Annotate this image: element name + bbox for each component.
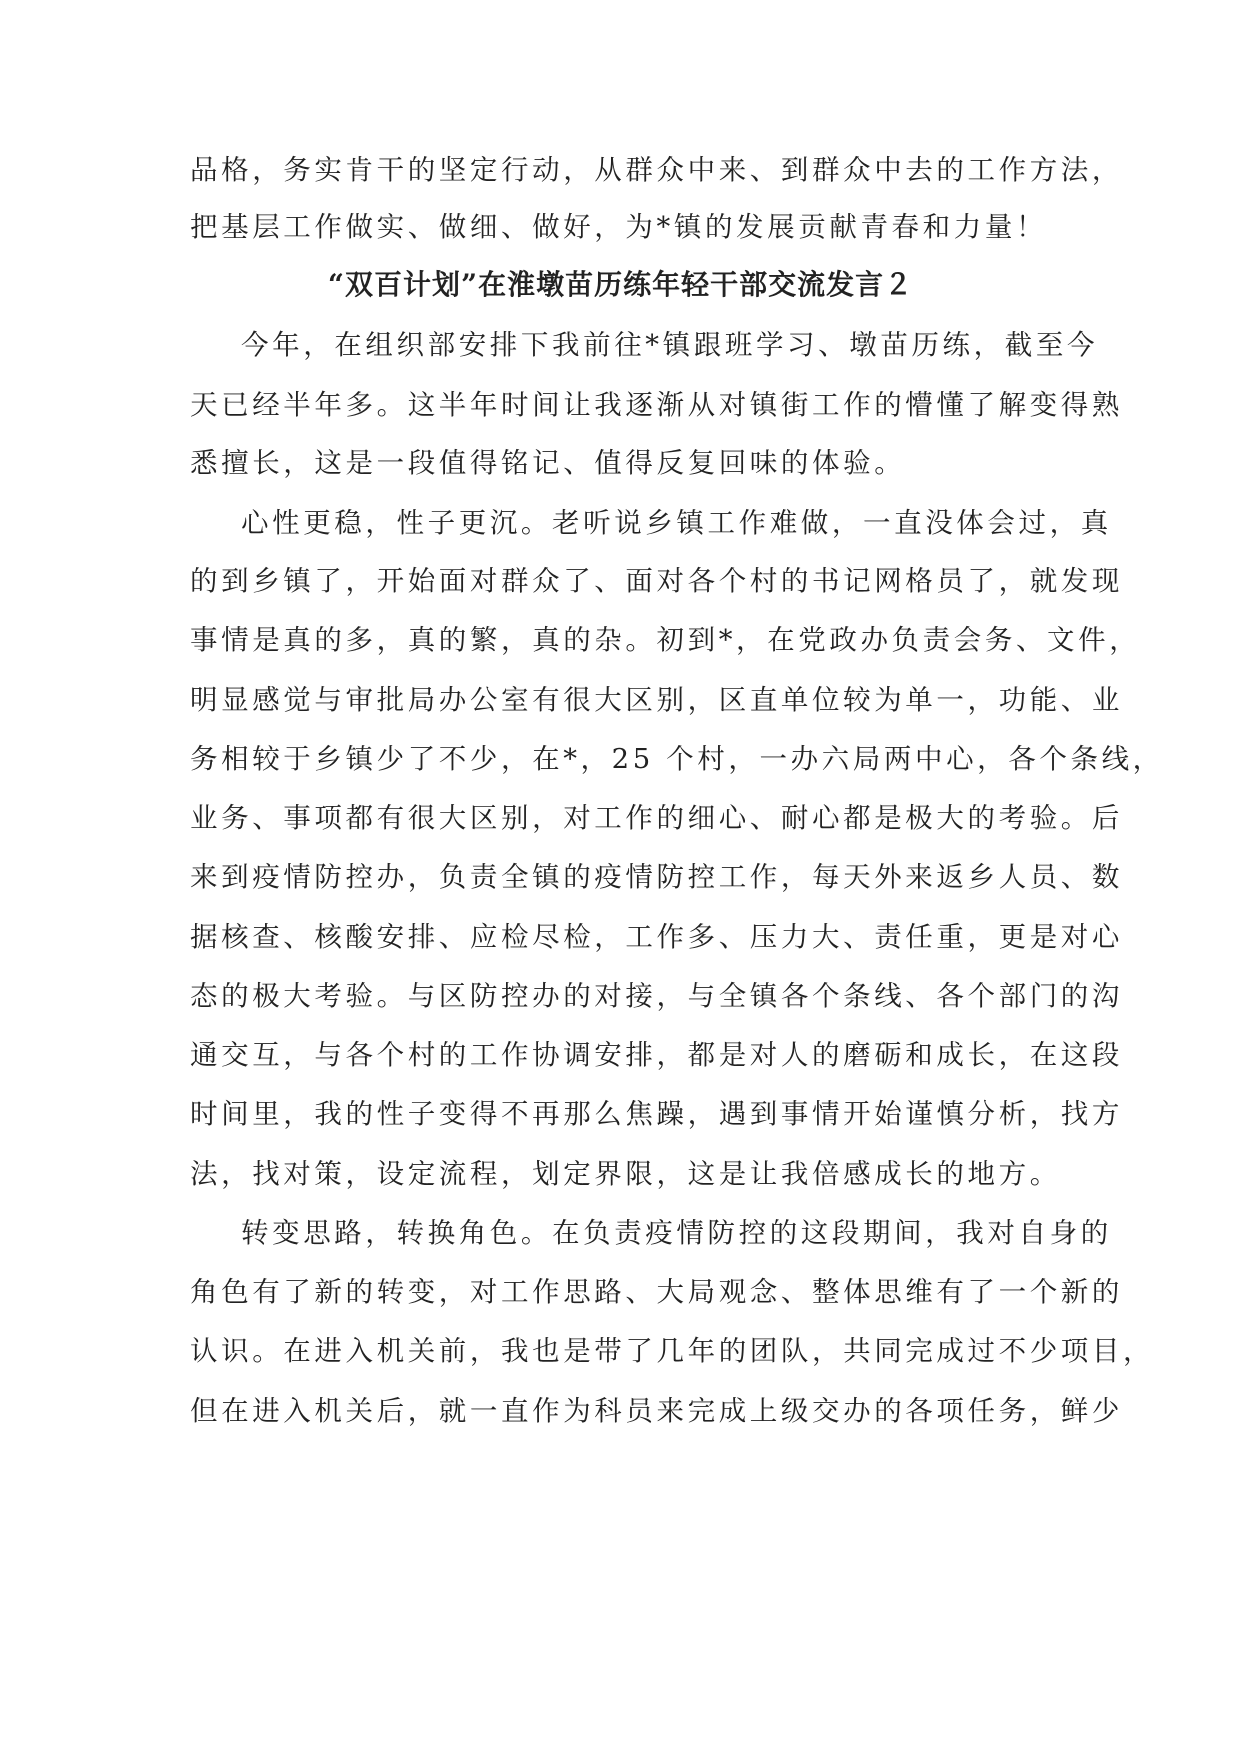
paragraph-first-line: 转变思路，转换角色。在负责疫情防控的这段期间，我对自身的 [241,1217,1112,1249]
body-line: 业务、事项都有很大区别，对工作的细心、耐心都是极大的考验。后 [190,802,1123,834]
body-line: 事情是真的多，真的繁，真的杂。初到*，在党政办负责会务、文件， [190,624,1141,656]
body-line: 悉擅长，这是一段值得铭记、值得反复回味的体验。 [190,447,906,479]
body-line: 时间里，我的性子变得不再那么焦躁，遇到事情开始谨慎分析，找方 [190,1098,1123,1130]
body-line: 务相较于乡镇少了不少，在*，25 个村，一办六局两中心，各个条线， [190,743,1164,775]
body-line: 但在进入机关后，就一直作为科员来完成上级交办的各项任务，鲜少 [190,1395,1123,1427]
paragraph-first-line: 今年，在组织部安排下我前往*镇跟班学习、墩苗历练，截至今 [241,329,1099,361]
body-line: 据核查、核酸安排、应检尽检，工作多、压力大、责任重，更是对心 [190,921,1123,953]
body-line: 品格，务实肯干的坚定行动，从群众中来、到群众中去的工作方法， [190,154,1123,186]
body-line: 来到疫情防控办，负责全镇的疫情防控工作，每天外来返乡人员、数 [190,861,1123,893]
body-line: 明显感觉与审批局办公室有很大区别，区直单位较为单一，功能、业 [190,684,1123,716]
body-line: 的到乡镇了，开始面对群众了、面对各个村的书记网格员了，就发现 [190,565,1123,597]
body-line: 把基层工作做实、做细、做好，为*镇的发展贡献青春和力量！ [190,211,1048,243]
body-line: 通交互，与各个村的工作协调安排，都是对人的磨砺和成长，在这段 [190,1039,1123,1071]
paragraph-first-line: 心性更稳，性子更沉。老听说乡镇工作难做，一直没体会过，真 [241,507,1112,539]
body-line: 角色有了新的转变，对工作思路、大局观念、整体思维有了一个新的 [190,1276,1123,1308]
body-line: 天已经半年多。这半年时间让我逐渐从对镇街工作的懵懂了解变得熟 [190,389,1123,421]
body-line: 法，找对策，设定流程，划定界限，这是让我倍感成长的地方。 [190,1158,1061,1190]
body-line: 认识。在进入机关前，我也是带了几年的团队，共同完成过不少项目， [190,1335,1155,1367]
body-line: 态的极大考验。与区防控办的对接，与全镇各个条线、各个部门的沟 [190,980,1123,1012]
section-title: “双百计划”在淮墩苗历练年轻干部交流发言２ [327,268,914,301]
